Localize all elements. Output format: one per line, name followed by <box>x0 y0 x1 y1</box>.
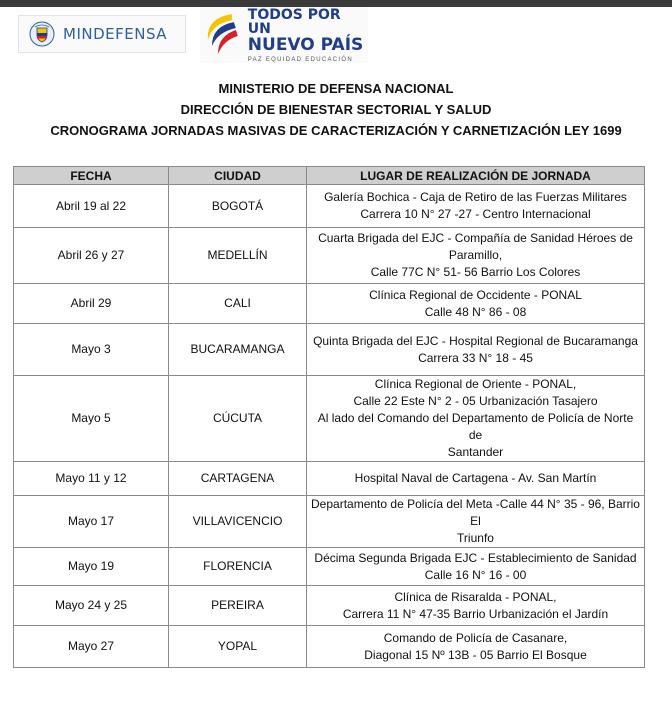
cell-ciudad: CÚCUTA <box>169 376 307 462</box>
cell-ciudad: VILLAVICENCIO <box>169 496 307 548</box>
lugar-line: Comando de Policía de Casanare, <box>383 630 568 645</box>
cell-lugar <box>307 496 645 548</box>
flag-swoosh-icon <box>202 10 246 60</box>
cell-lugar <box>307 284 645 324</box>
lugar-line: Clínica de Risaralda - PONAL, <box>394 589 557 604</box>
cell-lugar <box>307 626 645 668</box>
table-row <box>14 626 645 668</box>
cell-fecha: Abril 29 <box>14 284 169 324</box>
cell-fecha: Mayo 17 <box>14 496 169 548</box>
title-ministry: MINISTERIO DE DEFENSA NACIONAL <box>218 81 454 96</box>
schedule-table <box>13 166 645 668</box>
table-row <box>14 496 645 548</box>
table-row <box>14 462 645 496</box>
header <box>0 7 672 63</box>
column-header-fecha: FECHA <box>14 167 169 185</box>
cell-fecha: Abril 26 y 27 <box>14 228 169 284</box>
lugar-line: Carrera 10 N° 27 -27 - Centro Internacional <box>360 207 591 221</box>
cell-lugar <box>307 586 645 626</box>
lugar-line: Al lado del Comando del Departamento de Policía de Norte de <box>317 411 634 442</box>
cell-fecha: Abril 19 al 22 <box>14 185 169 228</box>
cell-fecha: Mayo 11 y 12 <box>14 462 169 496</box>
lugar-line: Décima Segunda Brigada EJC - Establecimiento de Sanidad <box>314 550 637 565</box>
table-row <box>14 586 645 626</box>
cell-fecha: Mayo 19 <box>14 548 169 586</box>
lugar-line: Hospital Naval de Cartagena - Av. San Martín <box>354 471 597 485</box>
lugar-line: Clínica Regional de Oriente - PONAL, <box>374 377 577 391</box>
lugar-line: Paramillo, <box>448 248 503 262</box>
lugar-line: Santander <box>447 445 504 459</box>
cell-ciudad: BOGOTÁ <box>169 185 307 228</box>
title-direction: DIRECCIÓN DE BIENESTAR SECTORIAL Y SALUD <box>180 102 492 117</box>
lugar-line: Quinta Brigada del EJC - Hospital Regional de Bucaramanga <box>313 333 638 348</box>
table-row <box>14 376 645 462</box>
lugar-line: Calle 77C N° 51- 56 Barrio Los Colores <box>370 265 581 279</box>
logo-line-1: TODOS POR UN <box>247 6 341 37</box>
cell-lugar <box>307 324 645 376</box>
lugar-line: Calle 22 Este N° 2 - 05 Urbanización Tasajero <box>353 394 598 408</box>
cell-lugar <box>307 548 645 586</box>
cell-ciudad: CALI <box>169 284 307 324</box>
column-header-lugar: LUGAR DE REALIZACIÓN DE JORNADA <box>307 167 645 185</box>
cell-ciudad: YOPAL <box>169 626 307 668</box>
lugar-line: Departamento de Policía del Meta -Calle 44 N° 35 - 96, Barrio El <box>311 497 640 528</box>
mindefensa-logo <box>18 15 186 53</box>
todos-por-un-nuevo-pais-logo <box>200 7 368 63</box>
table-row <box>14 185 645 228</box>
cell-lugar <box>307 376 645 462</box>
cell-ciudad: PEREIRA <box>169 586 307 626</box>
cell-lugar <box>307 462 645 496</box>
title-schedule: CRONOGRAMA JORNADAS MASIVAS DE CARACTERIZACIÓN Y CARNETIZACIÓN LEY 1699 <box>50 123 622 138</box>
cell-fecha: Mayo 27 <box>14 626 169 668</box>
lugar-line: Triunfo <box>457 531 494 545</box>
cell-lugar <box>307 185 645 228</box>
cell-ciudad: MEDELLÍN <box>169 228 307 284</box>
cell-fecha: Mayo 24 y 25 <box>14 586 169 626</box>
lugar-line: Calle 48 N° 86 - 08 <box>424 304 527 319</box>
table-row <box>14 548 645 586</box>
logo-tagline: PAZ EQUIDAD EDUCACIÓN <box>247 56 353 63</box>
lugar-line: Galería Bochica - Caja de Retiro de las Fuerzas Militares <box>324 190 627 204</box>
mindefensa-logo-text: MINDEFENSA <box>63 25 168 43</box>
cell-ciudad: BUCARAMANGA <box>169 324 307 376</box>
document-titles <box>0 78 672 141</box>
cell-fecha: Mayo 5 <box>14 376 169 462</box>
cell-ciudad: FLORENCIA <box>169 548 307 586</box>
lugar-line: Carrera 33 N° 18 - 45 <box>418 350 533 365</box>
lugar-line: Calle 16 N° 16 - 00 <box>424 567 527 582</box>
table-row <box>14 284 645 324</box>
lugar-line: Diagonal 15 Nº 13B - 05 Barrio El Bosque <box>364 647 587 662</box>
lugar-line: Cuarta Brigada del EJC - Compañía de Sanidad Héroes de <box>318 231 633 245</box>
logo-line-2: NUEVO PAÍS <box>247 34 364 55</box>
lugar-line: Carrera 11 N° 47-35 Barrio Urbanización el Jardín <box>342 606 609 621</box>
table-header-row <box>14 167 645 185</box>
cell-fecha: Mayo 3 <box>14 324 169 376</box>
cell-ciudad: CARTAGENA <box>169 462 307 496</box>
column-header-ciudad: CIUDAD <box>169 167 307 185</box>
table-row <box>14 228 645 284</box>
top-bar <box>0 0 672 7</box>
lugar-line: Clínica Regional de Occidente - PONAL <box>369 287 582 302</box>
table-row <box>14 324 645 376</box>
cell-lugar <box>307 228 645 284</box>
coat-of-arms-icon <box>29 21 55 47</box>
